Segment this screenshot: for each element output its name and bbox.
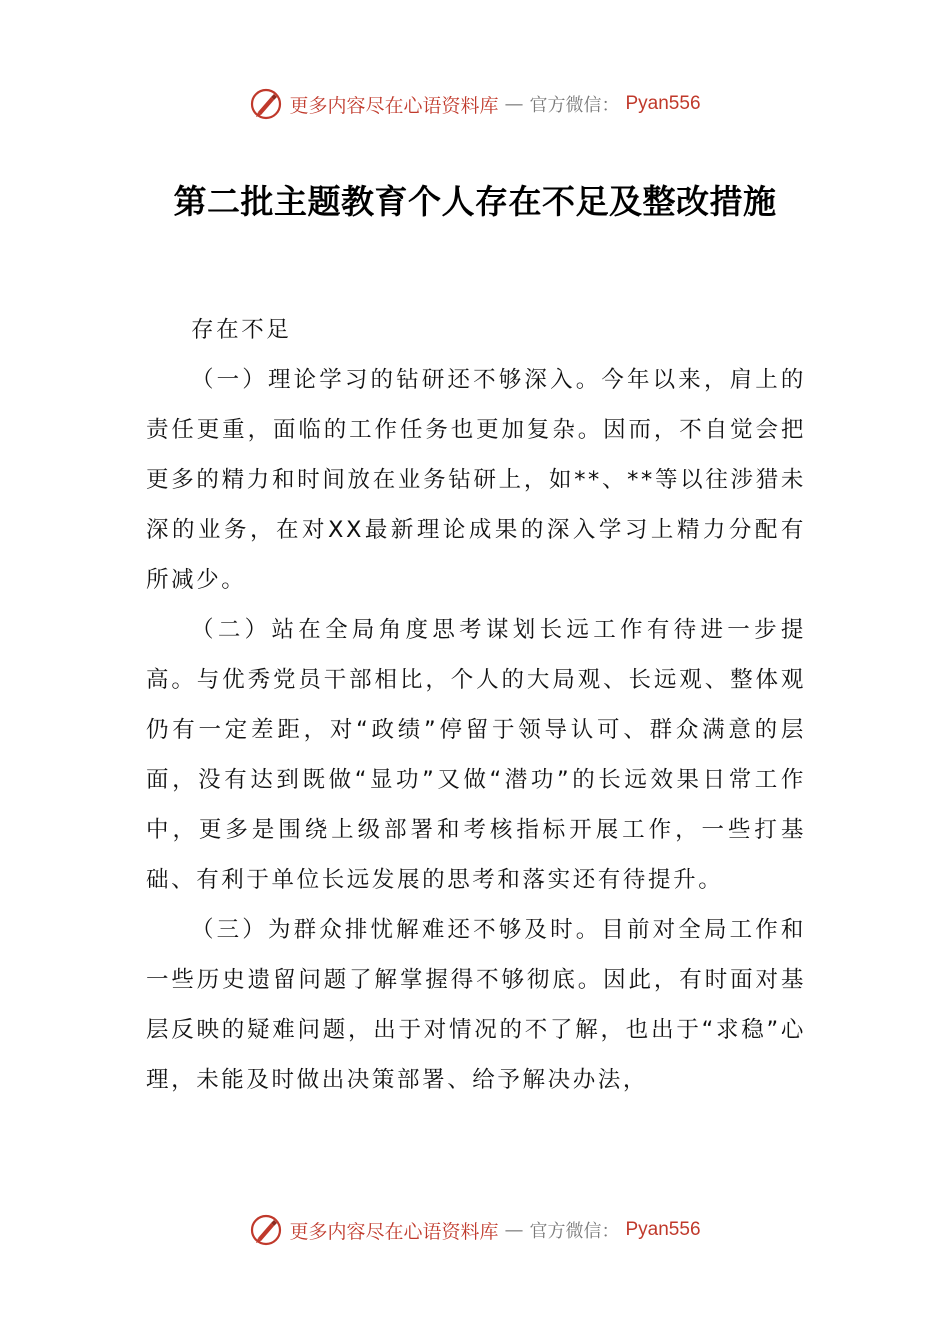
paragraph-2: （二）站在全局角度思考谋划长远工作有待进一步提高。与优秀党员干部相比，个人的大局观、长远观、整体观仍有一定差距，对“政绩”停留于领导认可、群众满意的层面，没有达到既做“显功”又做“潜功”的长远效果日常工作中，更多是围绕上级部署和考核指标开展工作，一些打基础、有利于单位长远发展的思考和落实还有待提升。: [146, 617, 806, 893]
banner-official-label: 官方微信：: [529, 95, 620, 116]
banner-brand-text: 更多内容尽在心语资料库: [289, 94, 499, 117]
banner-dash: —: [504, 1219, 524, 1241]
pen-logo-icon: [249, 1213, 283, 1247]
banner-brand-text: 更多内容尽在心语资料库: [289, 1220, 499, 1243]
header-banner: [0, 84, 950, 124]
footer-banner: [0, 1210, 950, 1250]
banner-wechat-id: Pyan556: [625, 93, 701, 114]
section-heading: 存在不足: [191, 317, 292, 343]
banner-wechat-id: Pyan556: [625, 1219, 701, 1240]
banner-official-label: 官方微信：: [529, 1221, 620, 1242]
banner-dash: —: [504, 93, 524, 115]
pen-logo-icon: [249, 87, 283, 121]
document-title: 第二批主题教育个人存在不足及整改措施: [173, 182, 777, 221]
paragraph-3: （三）为群众排忧解难还不够及时。目前对全局工作和一些历史遗留问题了解掌握得不够彻底。因此，有时面对基层反映的疑难问题，出于对情况的不了解，也出于“求稳”心理，未能及时做出决策部署、给予解决办法，: [146, 917, 806, 1093]
paragraph-1: （一）理论学习的钻研还不够深入。今年以来，肩上的责任更重，面临的工作任务也更加复杂。因而，不自觉会把更多的精力和时间放在业务钻研上，如**、**等以往涉猎未深的业务，在对XX最新理论成果的深入学习上精力分配有所减少。: [146, 367, 806, 593]
document-body: [146, 305, 806, 1105]
